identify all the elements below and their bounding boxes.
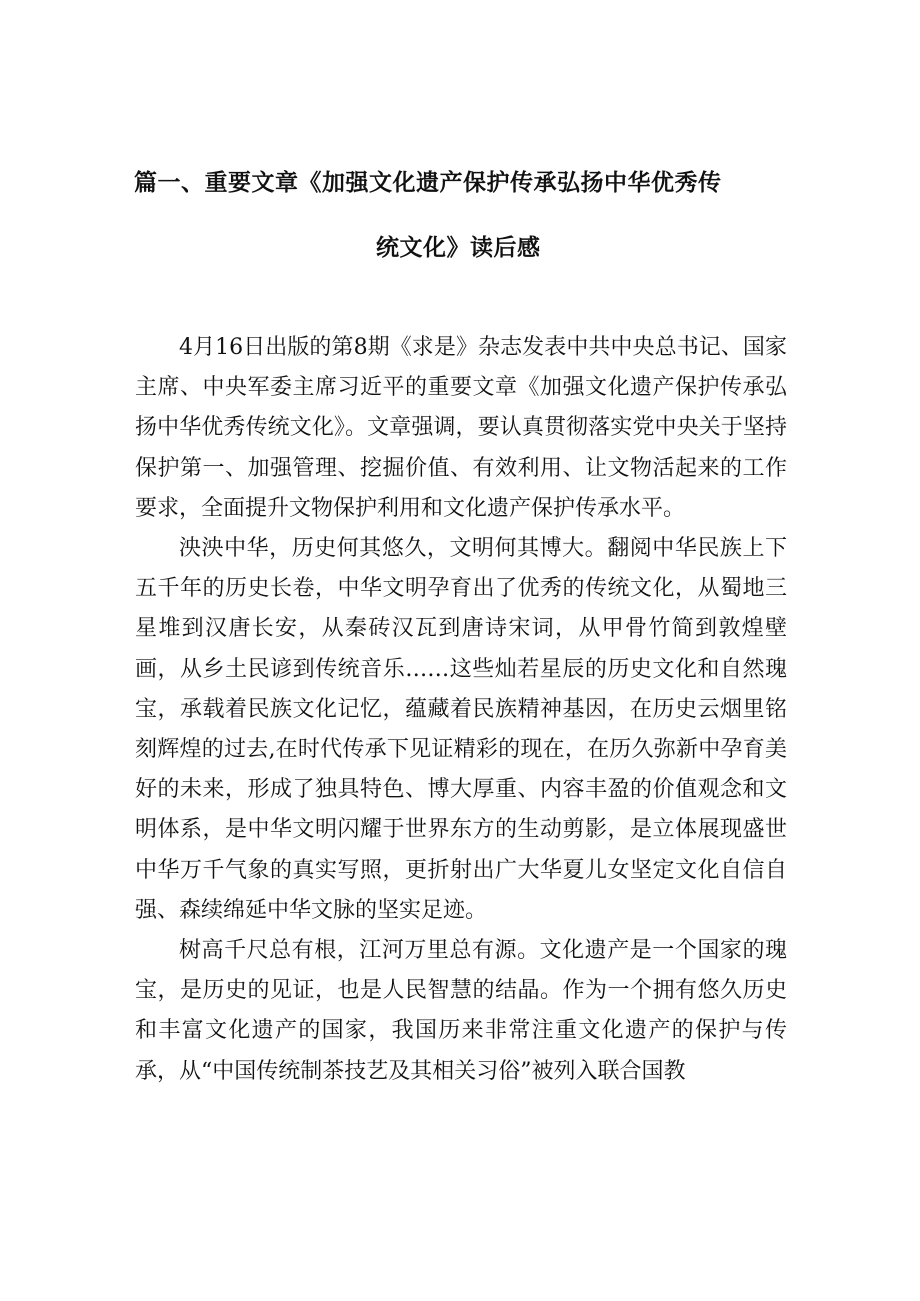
paragraph: 4月16日出版的第8期《求是》杂志发表中共中央总书记、国家主席、中央军委主席习近平的重要文章《加强文化遗产保护传承弘扬中华优秀传统文化》。文章强调，要认真贯彻落实党中央关于坚持保护第一、加强管理、挖掘价值、有效利用、让文物活起来的工作要求，全面提升文物保护利用和文化遗产保护传承水平。 xyxy=(135,335,787,521)
article-body xyxy=(135,328,787,1092)
paragraph: 树高千尺总有根，江河万里总有源。文化遗产是一个国家的瑰宝，是历史的见证，也是人民智慧的结晶。作为一个拥有悠久历史和丰富文化遗产的国家，我国历来非常注重文化遗产的保护与传承，从“中国传统制茶技艺及其相关习俗”被列入联合国教 xyxy=(135,938,787,1084)
paragraph: 泱泱中华，历史何其悠久，文明何其博大。翻阅中华民族上下五千年的历史长卷，中华文明孕育出了优秀的传统文化，从蜀地三星堆到汉唐长安，从秦砖汉瓦到唐诗宋词，从甲骨竹简到敦煌壁画，从乡土民谚到传统音乐……这些灿若星辰的历史文化和自然瑰宝，承载着民族文化记忆，蕴藏着民族精神基因，在历史云烟里铭刻辉煌的过去,在时代传承下见证精彩的现在，在历久弥新中孕育美好的未来，形成了独具特色、博大厚重、内容丰盈的价值观念和文明体系，是中华文明闪耀于世界东方的生动剪影，是立体展现盛世中华万千气象的真实写照，更折射出广大华夏儿女坚定文化自信自强、森续绵延中华文脉的坚实足迹。 xyxy=(135,536,787,923)
title-line-2: 统文化》读后感 xyxy=(376,235,541,261)
title-line-1: 篇一、重要文章《加强文化遗产保护传承弘扬中华优秀传 xyxy=(134,170,722,196)
